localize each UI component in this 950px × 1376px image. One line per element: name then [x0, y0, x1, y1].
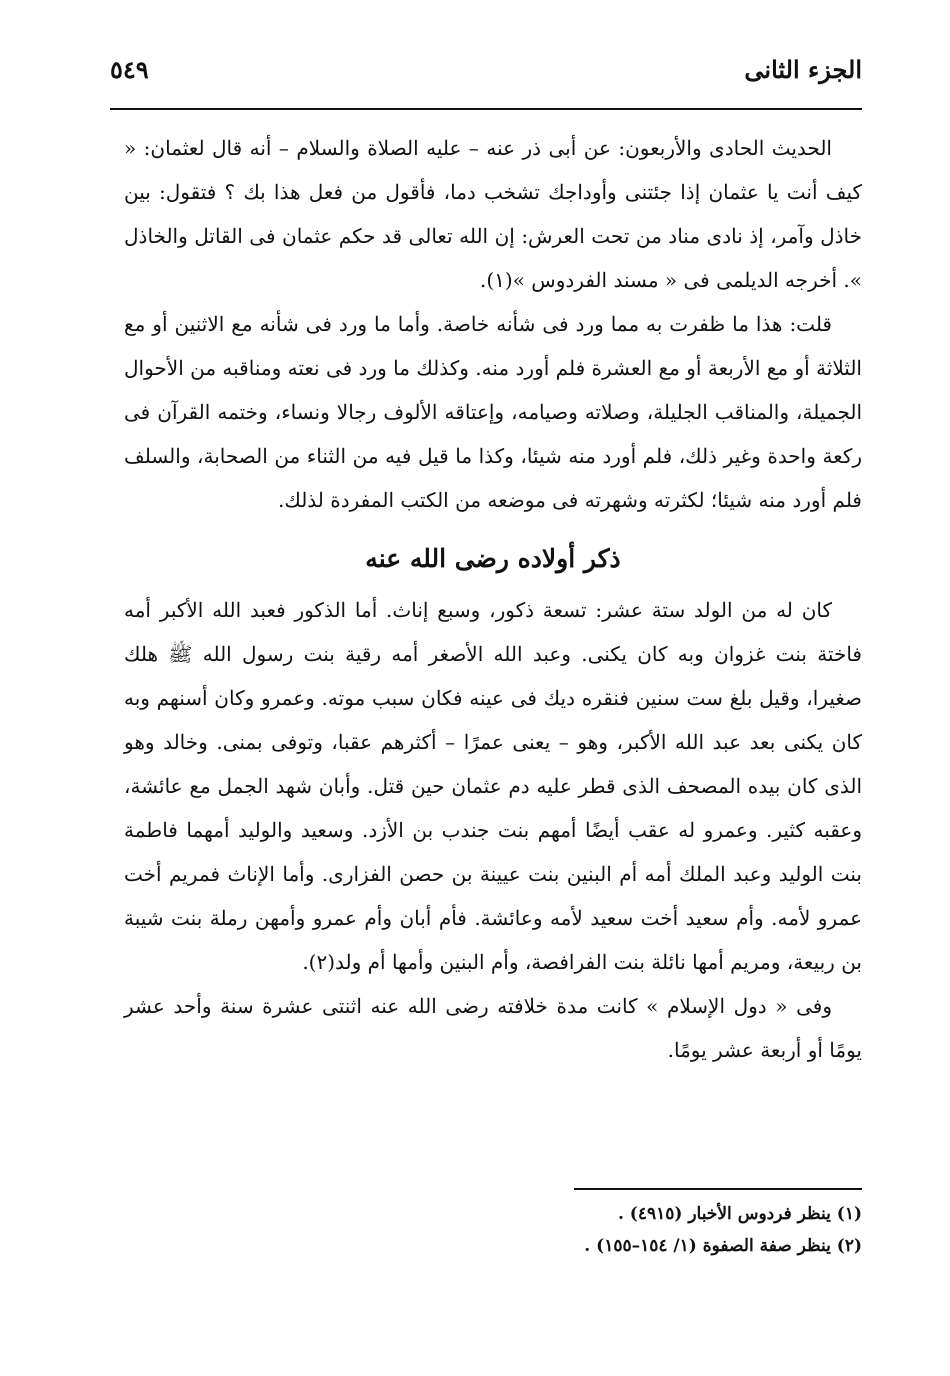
- running-title: الجزء الثانى: [744, 55, 862, 84]
- hadith-paragraph: الحديث الحادى والأربعون: عن أبى ذر عنه – عليه الصلاة والسلام – أنه قال لعثمان: « كيف أنت يا عثمان إذا جئتنى وأوداجك تشخب دما، فأقول من فعل هذا بك ؟ فتقول: بين خاذل وآمر، إذ نادى مناد من تحت العرش: إن الله تعالى قد حكم عثمان فى القاتل والخاذل ». أخرجه الديلمى فى « مسند الفردوس »(١).: [124, 136, 862, 292]
- header-divider: [110, 108, 862, 110]
- footnote-divider: [574, 1188, 862, 1190]
- commentary-paragraph: قلت: هذا ما ظفرت به مما ورد فى شأنه خاصة. وأما ما ورد فى شأنه مع الاثنين أو مع الثلاثة أو مع الأربعة أو مع العشرة فلم أورد منه. وكذلك ما ورد فى نعته ومناقبه من الأحوال الجميلة، والمناقب الجليلة، وصلاته وصيامه، وإعتاقه الألوف رجالا ونساء، وختمه القرآن فى ركعة واحدة وغير ذلك، فلم أورد منه شيئا، وكذا ما قيل فيه من الثناء من الصحابة، والسلف فلم أورد منه شيئا؛ لكثرته وشهرته فى موضعه من الكتب المفردة لذلك.: [124, 312, 862, 512]
- footnotes: [470, 1198, 862, 1262]
- children-paragraph: كان له من الولد ستة عشر: تسعة ذكور، وسبع إناث. أما الذكور فعبد الله الأكبر أمه فاختة بنت غزوان وبه كان يكنى. وعبد الله الأصغر أمه رقية بنت رسول الله ﷺ هلك صغيرا، وقيل بلغ ست سنين فنقره ديك فى عينه فكان سبب موته. وعمرو وكان أسنهم وبه كان يكنى بعد عبد الله الأكبر، وهو – يعنى عمرًا – أكثرهم عقبا، وتوفى بمنى. وخالد وهو الذى كان بيده المصحف الذى قطر عليه دم عثمان حين قتل. وأبان شهد الجمل مع عائشة، وعقبه كثير. وعمرو له عقب أيضًا أمهم بنت جندب بن الأزد. وسعيد والوليد أمهما فاطمة بنت الوليد وعبد الملك أمه أم البنين بنت عيينة بن حصن الفزارى. وأما الإناث فمريم أخت عمرو لأمه. وأم سعيد أخت سعيد لأمه وعائشة. فأم أبان وأم عمرو وأمهن رملة بنت شيبة بن ربيعة، ومريم أمها نائلة بنت الفرافصة، وأم البنين وأمها أم ولد(٢).: [124, 598, 863, 974]
- caliphate-duration-paragraph: وفى « دول الإسلام » كانت مدة خلافته رضى الله عنه اثنتى عشرة سنة وأحد عشر يومًا أو أربعة عشر يومًا.: [124, 994, 862, 1062]
- page-header: [110, 48, 862, 110]
- section-heading: ذكر أولاده رضى الله عنه: [365, 544, 621, 573]
- main-text: [124, 126, 862, 1072]
- page-number: ٥٤٩: [110, 55, 149, 84]
- footnote-1: (١) ينظر فردوس الأخبار (٤٩١٥) .: [617, 1204, 862, 1224]
- footnote-2: (٢) ينظر صفة الصفوة (١/ ١٥٤–١٥٥) .: [584, 1236, 862, 1256]
